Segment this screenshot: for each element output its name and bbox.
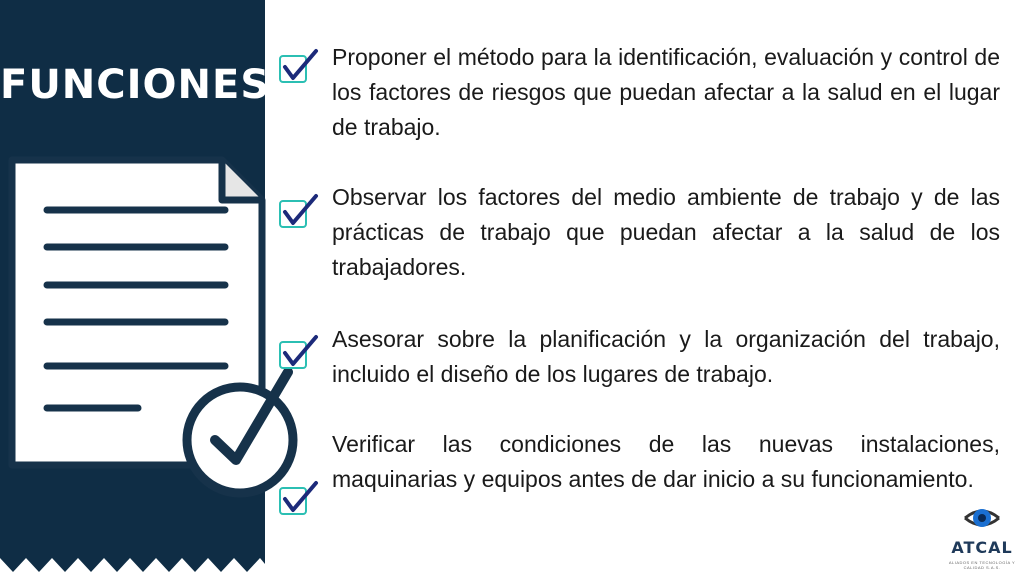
page-title: FUNCIONES [0, 62, 271, 108]
item-text: Verificar las condiciones de las nuevas instalaciones, maquinarias y equipos antes de dar inicio a su funcionamiento. [332, 431, 1000, 492]
document-icon [0, 150, 300, 510]
checkbox-icon [278, 193, 320, 233]
left-panel [0, 0, 271, 576]
company-logo [948, 498, 1016, 572]
item-text: Proponer el método para la identificación, evaluación y control de los factores de riesgos que puedan afectar a la salud en el lugar de trabajo. [332, 44, 1000, 140]
eye-logo-icon [962, 500, 1002, 536]
checkbox-icon [278, 48, 320, 88]
logo-name: ATCAL [951, 538, 1013, 557]
logo-tagline: ALIADOS EN TECNOLOGÍA Y CALIDAD S.A.S. [948, 560, 1016, 570]
checkbox-icon [278, 334, 320, 374]
item-text: Observar los factores del medio ambiente de trabajo y de las prácticas de trabajo que puedan afectar a la salud de los trabajadores. [332, 184, 1000, 280]
item-text: Asesorar sobre la planificación y la organización del trabajo, incluido el diseño de los lugares de trabajo. [332, 326, 1000, 387]
checkbox-icon [278, 480, 320, 520]
zigzag-border [0, 546, 265, 576]
